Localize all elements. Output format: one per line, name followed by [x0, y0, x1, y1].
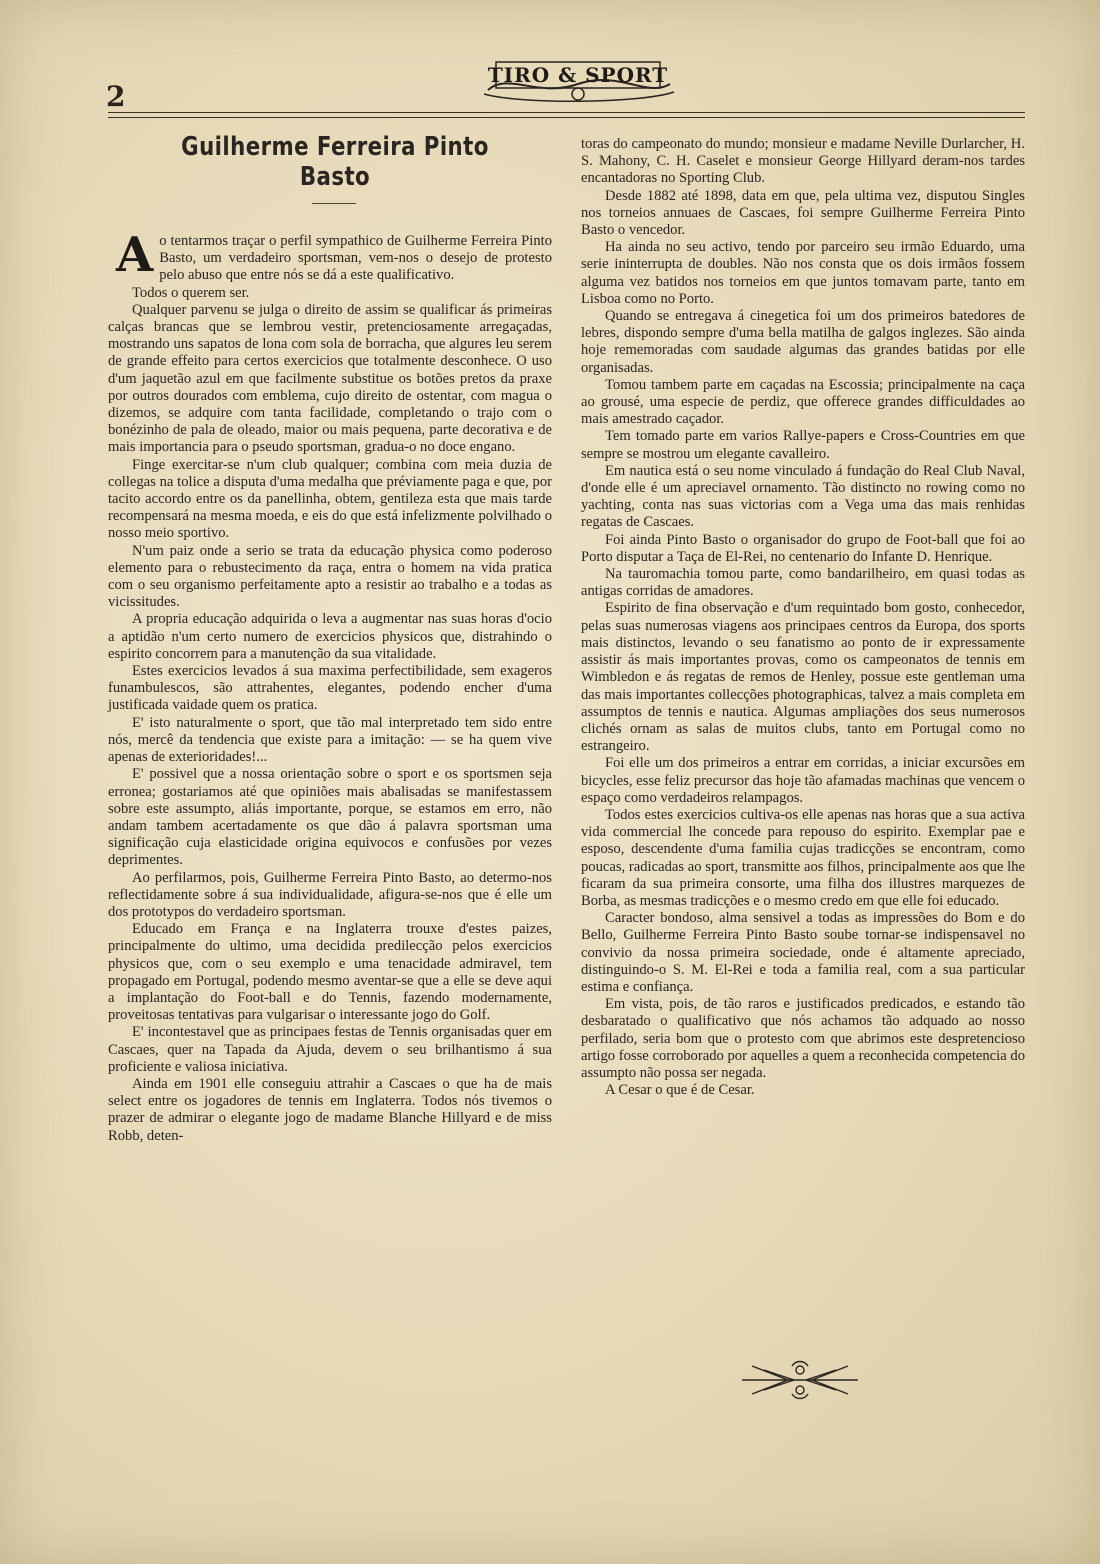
paragraph: Todos estes exercicios cultiva-os elle apenas nas horas que a sua activa vida commercial lhe concede para repouso do espirito. Exemplar pae e esposo, descendente d'uma familia cujas tradicções se encontram, como poucas, radicadas ao sport, transmitte aos filhos, principalmente aos que lhe ficaram da sua primeira consorte, uma filha dos illustres marquezes de Borba, as mesmas tradicções e o mesmo credo em que elle foi educado.	[581, 806, 1025, 909]
paragraph: Todos o querem ser.	[132, 284, 250, 301]
title-divider	[312, 203, 356, 204]
paragraph: Em nautica está o seu nome vinculado á fundação do Real Club Naval, d'onde elle é um apreciavel ornamento. Tão distincto no rowing como no yachting, conta nas suas victorias com a Vega uma das mais renhidas regatas de Cascaes.	[581, 462, 1025, 531]
paragraph: Foi elle um dos primeiros a entrar em corridas, a iniciar excursões em bicycles, esse feliz precursor das hoje tão afamadas machinas que vencem o espaço como verdadeiros relampagos.	[581, 755, 1025, 806]
paragraph: N'um paiz onde a serio se trata da educação physica como poderoso elemento para o rebustecimento da raça, entra o homem na vida pratica com o seu organismo perfeitamente apto a resistir ao trabalho e a todas as vicissitudes.	[108, 542, 552, 611]
paragraph: Na tauromachia tomou parte, como bandarilheiro, em quasi todas as antigas corridas de amadores.	[581, 566, 1025, 600]
end-ornament-icon	[738, 1356, 862, 1404]
left-column	[108, 227, 552, 1145]
article-title: Guilherme Ferreira Pinto Basto	[181, 132, 489, 192]
drop-cap: A	[116, 227, 154, 283]
paragraph: Em vista, pois, de tão raros e justificados predicados, e estando tão desbaratado o qualificativo que nós achamos tão adquado ao nosso perfilado, seria bom que o protesto com que abrimos este despretencioso artigo fosse corroborado por aquelles a quem a reconhecida competencia do assumpto não possa ser negada.	[581, 996, 1025, 1081]
paragraph: Foi ainda Pinto Basto o organisador do grupo de Foot-ball que foi ao Porto disputar a Taça de El-Rei, no centenario do Infante D. Henrique.	[581, 531, 1025, 565]
paragraph: Caracter bondoso, alma sensivel a todas as impressões do Bom e do Bello, Guilherme Ferreira Pinto Basto soube tornar-se indispensavel no convivio da nossa primeira sociedade, onde é altamente apreciado, distinguindo-o S. M. El-Rei e toda a familia real, com a sua particular estima e confiança.	[581, 910, 1025, 995]
paragraph: Tem tomado parte em varios Rallye-papers e Cross-Countries em que sempre se mostrou um elegante cavalleiro.	[581, 428, 1025, 462]
paragraph: Espirito de fina observação e d'um requintado bom gosto, conhecedor, pelas suas numerosas viagens aos principaes centros da Europa, dos sports mais distinctos, levando o seu fanatismo ao ponto de ir expressamente assistir ás mais importantes provas, como os campeonatos de tennis em Wimbledon e ás regatas de remos de Henley, possue este gentleman uma das mais importantes collecções photographicas, talvez a mais completa em assumptos de tennis e nautica. Algumas ampliações dos seus numerosos clichés ornam as salas de muitos clubs, tanto em Portugal como no estrangeiro.	[581, 600, 1025, 755]
paragraph: A propria educação adquirida o leva a augmentar nas suas horas d'ocio a aptidão n'um certo numero de exercicios physicos que, distrahindo o espirito concorrem para a manutenção da sua vitalidade.	[108, 611, 552, 662]
paragraph: E' possivel que a nossa orientação sobre o sport e os sportsmen seja erronea; gostariamos até que opiniões mais abalisadas se manifestassem sobre este assumpto, aliás importante, porque, se estamos em erro, não andam tambem acertadamente os que dão á palavra sportsman uma significação cuja elasticidade origina equivocos e confusões por vezes deprimentes.	[108, 766, 552, 869]
paragraph: Tomou tambem parte em caçadas na Escossia; principalmente na caça ao grousé, uma especie de perdiz, que offerece grandes difficuldades ao mais amestrado caçador.	[581, 376, 1025, 428]
page-number: 2	[106, 80, 126, 113]
opening-paragraph: Ao tentarmos traçar o perfil sympathico de Guilherme Ferreira Pinto Basto, um verdadeiro sportsman, vem-nos o desejo de protesto pelo abuso que entre nós se dá a este qualificativo.	[116, 227, 552, 284]
paragraph: Finge exercitar-se n'um club qualquer; combina com meia duzia de collegas na tolice a disputa d'uma medalha que préviamente paga e que, por tacito accordo entre os da panellinha, obtem, gentileza esta que mais tarde recompensará na mesma moeda, e eis do que está infelizmente polvilhado o nosso meio sportivo.	[108, 456, 552, 542]
right-column	[581, 136, 1025, 1099]
paragraph: Desde 1882 até 1898, data em que, pela ultima vez, disputou Singles nos torneios annuaes de Cascaes, foi sempre Guilherme Ferreira Pinto Basto o vencedor.	[581, 187, 1025, 239]
paragraph: Educado em França e na Inglaterra trouxe d'estes paizes, principalmente do ultimo, uma decidida predilecção pelos exercicios physicos que, com o seu exemplo e uma tenacidade admiravel, tem propagado em Portugal, podendo mesmo aventar-se que a elle se deve aqui a implantação do Foot-ball e do Tennis, fazendo modernamente, proveitosas tentativas para vulgarisar o interessante jogo do Golf.	[108, 921, 552, 1024]
paragraph: Qualquer parvenu se julga o direito de assim se qualificar ás primeiras calças brancas que se lembrou vestir, pretenciosamente arregaçadas, mostrando uns sapatos de lona com sola de borracha, que algures leu serem de grande effeito para certos exercicios que totalmente desconhece. O uso d'um jaquetão azul em que facilmente substitue os botões pretos da praxe por outros dourados com emblema, cujo direito de ostentar, com magua o dizemos, se adquire com tanta facilidade, completando o trajo com o bonézinho de pala de oleado, maior ou mais pequena, parte decorativa e de mais importancia para o pseudo sportsman, gradua-o no doce engano.	[108, 301, 552, 456]
svg-text:TIRO & SPORT: TIRO & SPORT	[487, 63, 669, 87]
paragraph: toras do campeonato do mundo; monsieur e madame Neville Durlarcher, H. S. Mahony, C. H. Caselet e monsieur George Hillyard deram-nos tardes encantadoras no Sporting Club.	[581, 136, 1025, 187]
paragraph: Quando se entregava á cinegetica foi um dos primeiros batedores de lebres, dispondo sempre d'uma bella matilha de galgos inglezes. São ainda hoje rememoradas com saudade algumas das grandes batidas por elle organisadas.	[581, 308, 1025, 376]
paragraph: Ainda em 1901 elle conseguiu attrahir a Cascaes o que ha de mais select entre os jogadores de tennis em Inglaterra. Todos nós tivemos o prazer de admirar o elegante jogo de madame Blanche Hillyard e de miss Robb, deten-	[108, 1075, 552, 1144]
paragraph: Estes exercicios levados á sua maxima perfectibilidade, sem exageros funambulescos, são attrahentes, elegantes, podendo encher d'uma justificada vaidade quem os pratica.	[108, 663, 552, 714]
paragraph: Ao perfilarmos, pois, Guilherme Ferreira Pinto Basto, ao determo-nos reflectidamente sobre á sua individualidade, afigura-se-nos que é elle um dos prototypos do verdadeiro sportsman.	[108, 869, 552, 920]
closing-line: A Cesar o que é de Cesar.	[605, 1082, 755, 1099]
paragraph: Ha ainda no seu activo, tendo por parceiro seu irmão Eduardo, uma serie ininterrupta de doubles. Não nos consta que os dois irmãos fossem alguma vez batidos nos torneios em que juntos tomavam parte, tanto em Lisboa como no Porto.	[581, 239, 1025, 307]
paragraph: E' isto naturalmente o sport, que tão mal interpretado tem sido entre nós, mercê da tendencia que existe para a imitação: — se ha quem vive apenas de exterioridades!...	[108, 714, 552, 766]
header-rule	[108, 112, 1025, 118]
paragraph: E' incontestavel que as principaes festas de Tennis organisadas quer em Cascaes, quer na Tapada da Ajuda, devem o seu brilhantismo á sua proficiente e valiosa iniciativa.	[108, 1024, 552, 1075]
masthead-logo	[478, 54, 678, 106]
